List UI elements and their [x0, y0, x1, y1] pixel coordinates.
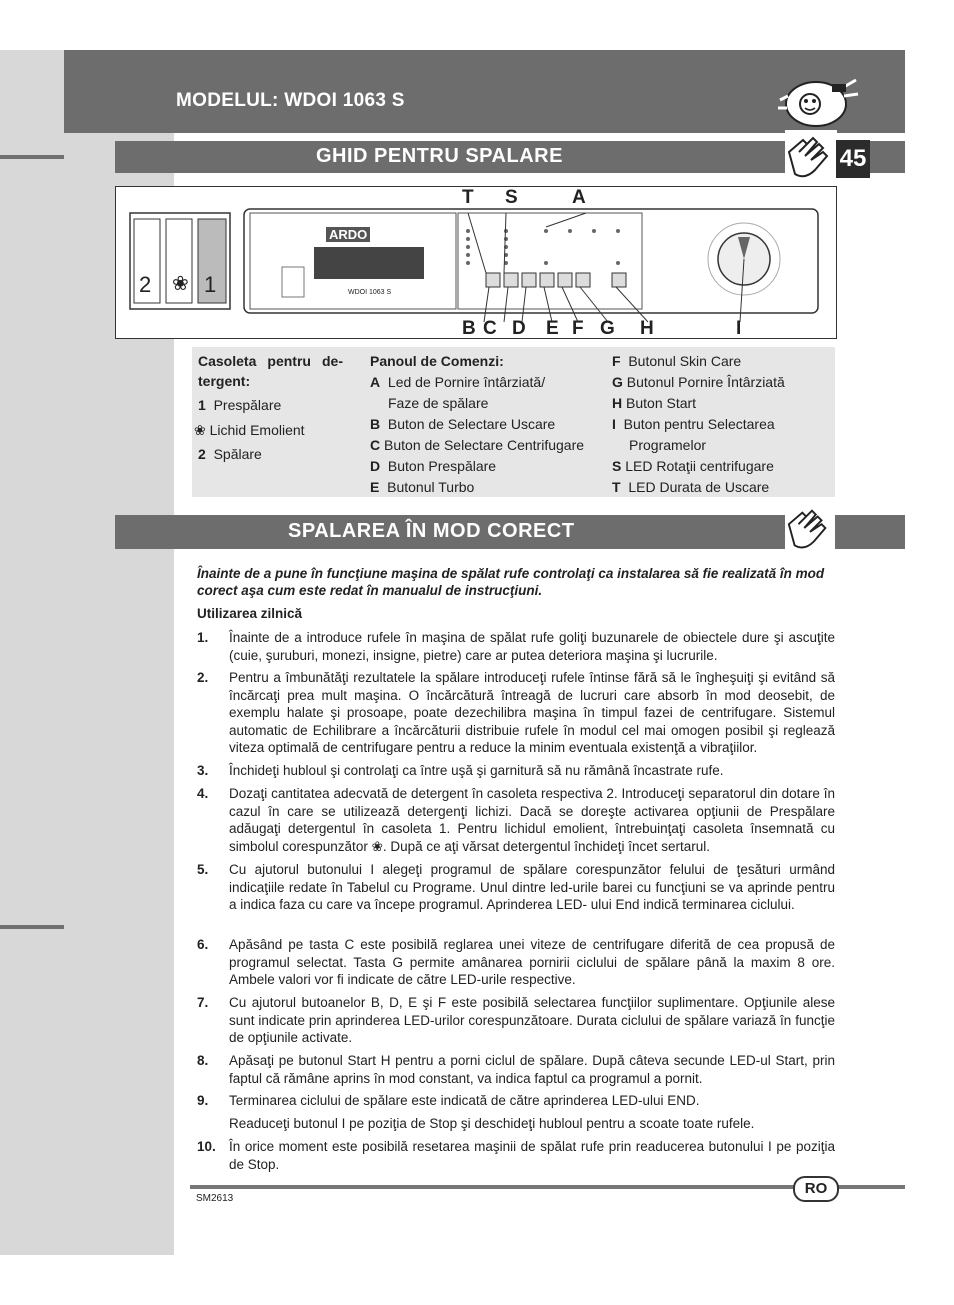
hand-icon	[785, 503, 835, 555]
list-item: 2. Pentru a îmbunătăţi rezultatele la spălare introduceţi rufele întinse fără să le îngheşuiţi şi evitând să încărcaţi prea mult maşina. O încărcătură întreagă de lucruri care absorb în mod deosebit, de exemplu halate şi prosoape, poate dezechilibra maşina în timpul fazei de centrifugare. Sistemul automatic de Echilibrare a încărcăturii distribuie rufele în modul cel mai omogen posibil şi reglează viteza optimală de centrifugare pentru a reduce la minim eventuala existenţă a vibraţiilor.	[197, 670, 835, 756]
list-item: 9. Terminarea ciclului de spălare este indicată de către aprinderea LED-ului END.	[197, 1093, 700, 1108]
margin-rule	[0, 925, 64, 929]
list-item: 4. Dozaţi cantitatea adecvată de detergent în casoleta respectiva 2. Introduceţi separatorul din dotare în cazul în care se utilizează detergenţi lichizi. Dacă se doreşte activarea opţiunii de Prespălare adăugaţi detergentul în casoleta 1. Pentru lichidul emolient, întrebuinţaţi casoleta însemnată cu simbolul corespunzător ❀. După ce aţi vărsat detergentul închideţi încet sertarul.	[197, 786, 835, 854]
hand-box	[785, 503, 835, 555]
section-band-right	[870, 141, 905, 173]
margin-rule	[0, 155, 64, 159]
legend-item: Faze de spălare	[388, 395, 489, 411]
legend-item: T LED Durata de Uscare	[612, 479, 770, 495]
list-item: 7. Cu ajutorul butoanelor B, D, E şi F este posibilă selectarea funcţiilor suplimentare. Opţiunile alese sunt indicate prin aprinderea LED-urilor corespunzătoare. Durata ciclului de spălare variază în funcţie de opţiunile activate.	[197, 995, 835, 1046]
list-item: Readuceţi butonul I pe poziţia de Stop şi deschideţi hubloul pentru a scoate toate rufele.	[229, 1116, 755, 1131]
page-number: 45	[836, 140, 870, 178]
legend-item: 1 Prespălare	[198, 397, 282, 413]
legend-item: E Butonul Turbo	[370, 479, 475, 495]
model-small-label: WDOI 1063 S	[348, 289, 392, 296]
list-item: 1. Înainte de a introduce rufele în maşina de spălat rufe goliţi buzunarele de obiectele dure şi ascuţite (cuie, şuruburi, monezi, insigne, pietre) care ar putea deteriora maşina şi lucrurile.	[197, 630, 835, 663]
section-title: GHID PENTRU SPALARE	[316, 145, 563, 167]
hand-box	[785, 130, 837, 184]
label-I: I	[736, 318, 742, 339]
legend-col2-heading: Panoul de Comenzi:	[370, 353, 504, 369]
drawer-2-label: 2	[139, 272, 152, 297]
softener-flower-icon: ❀	[194, 422, 206, 438]
label-F: F	[572, 318, 584, 339]
legend-item: ❀ Lichid Emolient	[194, 422, 305, 438]
subheading: Utilizarea zilnică	[197, 606, 303, 621]
softener-flower-icon: ❀	[172, 273, 189, 295]
legend-item: 2 Spălare	[198, 446, 262, 462]
legend-item: B Buton de Selectare Uscare	[370, 416, 556, 432]
legend-item: D Buton Prespălare	[370, 458, 497, 474]
control-panel-drawing	[116, 187, 836, 338]
legend-item: A Led de Pornire întârziată/	[370, 374, 546, 390]
label-G: G	[600, 318, 615, 339]
label-H: H	[640, 318, 654, 339]
list-item: 5. Cu ajutorul butonului I alegeţi programul de spălare corespunzător felului de ţesături urmând indicaţiile redate în Tabelul cu Programe. Unul dintre led-urile barei cu funcţiuni se va aprinde pentru a indica faza cu care va începe programul. Aprinderea LED- ului End indică terminarea ciclului.	[197, 862, 835, 913]
label-T: T	[462, 187, 474, 208]
label-E: E	[546, 318, 559, 339]
washing-machine-mascot-icon	[772, 74, 862, 132]
intro-text: Înainte de a pune în funcţiune maşina de spălat rufe controlaţi ca instalarea să fie realizată în mod corect aşa cum este redat în manualul de instrucţiuni.	[197, 566, 825, 598]
drawer-1-label: 1	[204, 272, 217, 297]
legend-item: C Buton de Selectare Centrifugare	[370, 437, 585, 453]
label-S: S	[505, 187, 518, 208]
section-title: SPALAREA ÎN MOD CORECT	[288, 520, 575, 542]
legend-item: I Buton pentru Selectarea	[612, 416, 775, 432]
list-item: 10. În orice moment este posibilă resetarea maşinii de spălat rufe prin readucerea butonului I pe poziţia de Stop.	[197, 1139, 835, 1172]
label-B: B	[462, 318, 476, 339]
label-A: A	[572, 187, 586, 208]
label-C: C	[483, 318, 497, 339]
document-code: SM2613	[196, 1193, 234, 1204]
model-title: MODELUL: WDOI 1063 S	[176, 90, 405, 111]
hand-icon	[785, 130, 837, 184]
control-panel-diagram	[115, 186, 837, 339]
language-badge: RO	[793, 1176, 839, 1202]
legend-item: G Butonul Pornire Întârziată	[612, 374, 785, 390]
list-item: 6. Apăsând pe tasta C este posibilă reglarea unei viteze de centrifugare diferită de cea propusă de programul selectat. Tasta G permite amânarea pornirii ciclului de spălare până la maxim 8 ore. Ambele valori vor fi indicate de către LED-urile respective.	[197, 937, 835, 988]
list-item: 3. Închideţi hubloul şi controlaţi ca între uşă şi garnitură să nu rămână încastrate rufe.	[197, 763, 724, 778]
legend-col1-heading: Casoleta pentru de-tergent:	[198, 353, 343, 389]
legend-item: H Buton Start	[612, 395, 697, 411]
legend-item: S LED Rotaţii centrifugare	[612, 458, 774, 474]
legend-box	[192, 347, 835, 497]
legend-item: F Butonul Skin Care	[612, 353, 742, 369]
legend-item: Programelor	[629, 437, 707, 453]
list-item: 8. Apăsaţi pe butonul Start H pentru a porni ciclul de spălare. După câteva secunde LED-ul Start, prin faptul că rămâne aprins în mod constant, va indica faptul ca programul a pornit.	[197, 1053, 835, 1086]
label-D: D	[512, 318, 526, 339]
brand-logo: ARDO	[326, 227, 370, 242]
